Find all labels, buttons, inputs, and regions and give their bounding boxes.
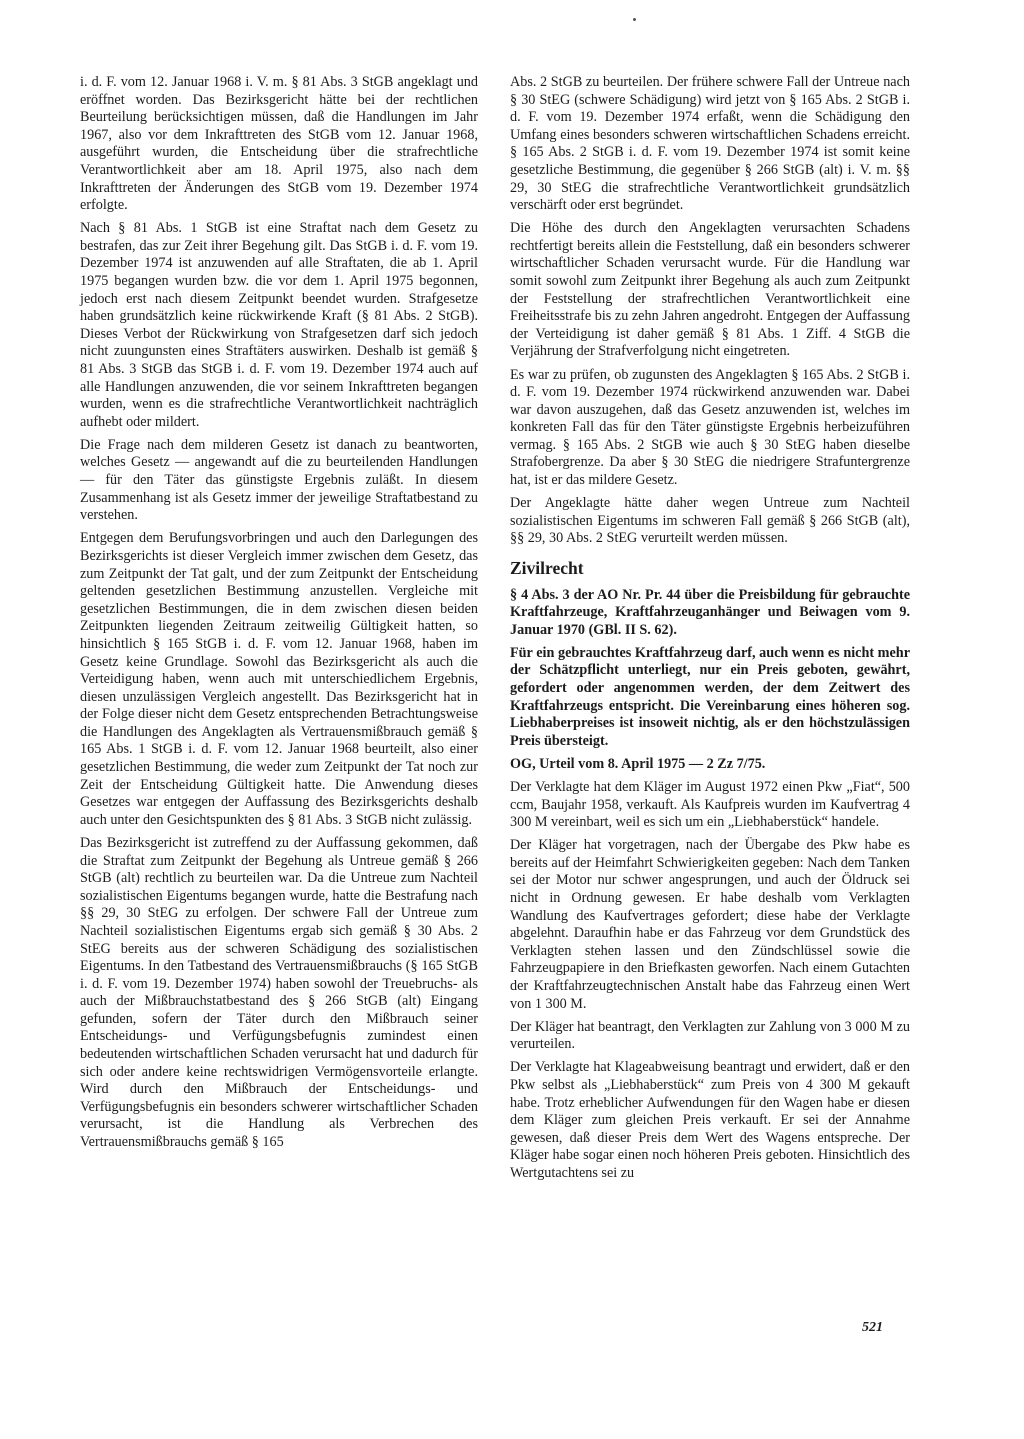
paragraph: Der Kläger hat vorgetragen, nach der Übergabe des Pkw habe es bereits auf der Heimfahrt Schwierigkeiten gegeben: Nach dem Tanken sei der Motor nur schwer angesprungen, und auch der Öldruck sei nicht in Ordnung gewesen. Er habe deshalb vom Verklagten Wandlung des Kaufvertrages gefordert; diese habe der Verklagte abgelehnt. Daraufhin habe er das Fahrzeug vor dem Grundstück des Verklagten stehen lassen und den Zündschlüssel sowie die Fahrzeugpapiere in den Briefkasten geworfen. Nach einem Gutachten der Kraftfahrzeugtechnischen Anstalt habe das Fahrzeug einen Wert von 1 300 M. — [510, 837, 910, 1012]
paragraph: Der Kläger hat beantragt, den Verklagten zur Zahlung von 3 000 M zu verurteilen. — [510, 1018, 910, 1053]
page-number: 521 — [862, 1320, 883, 1335]
paragraph: Das Bezirksgericht ist zutreffend zu der Auffassung gekommen, daß die Straftat zum Zeitpunkt der Begehung als Untreue gemäß § 266 StGB (alt) rechtlich zu beurteilen war. Da die Untreue zum Nachteil sozialistischen Eigentums begangen wurde, hatte die Bestrafung nach §§ 29, 30 StEG zu erfolgen. Der schwere Fall der Untreue zum Nachteil sozialistischen Eigentums ergab sich gemäß § 30 Abs. 2 StEG bereits aus der schweren Schädigung des sozialistischen Eigentums. In den Tatbestand des Vertrauensmißbrauchs (§ 165 StGB i. d. F. vom 19. Dezember 1974) haben sowohl der Treuebruchs- als auch der Mißbrauchstatbestand des § 266 StGB (alt) Eingang gefunden, sofern der Täter durch den Mißbrauch seiner Entscheidungs- und Verfügungsbefugnis zumindest einen bedeutenden wirtschaftlichen Schaden verursacht hat und dadurch für sich oder andere keine rechtswidrigen Vermögensvorteile erlangte. Wird durch den Mißbrauch der Entscheidungs- und Verfügungsbefugnis ein besonders schwerer wirtschaftlicher Schaden verursacht, ist die Handlung als Verbrechen des Vertrauensmißbrauchs gemäß § 165 — [80, 834, 478, 1151]
paragraph: Entgegen dem Berufungsvorbringen und auch den Darlegungen des Bezirksgerichts ist dieser Vergleich immer zwischen dem Gesetz, das zum Zeitpunkt der Tat galt, und der zum Zeitpunkt der Entscheidung geltenden gesetzlichen Bestimmung anzustellen. Vergleiche mit gesetzlichen Bestimmungen, die in dem zwischen diesen beiden Zeitpunkten liegenden Zeitraum zeitweilig Gültigkeit hatten, so hinsichtlich § 165 StGB i. d. F. vom 12. Januar 1968, haben im Gesetz keine Grundlage. Sowohl das Bezirksgericht als auch die Verteidigung haben, wenn auch mit unterschiedlichem Ergebnis, diesen unzulässigen Vergleich angestellt. Das Bezirksgericht hat in der Folge dieser nicht dem Gesetz entsprechenden Betrachtungsweise die Handlungen des Angeklagten als Vertrauensmißbrauch gemäß § 165 Abs. 1 StGB i. d. F. vom 12. Januar 1968 beurteilt, also einer gesetzlichen Bestimmung, die weder zum Zeitpunkt der Tat noch zur Zeit der Entscheidung Gültigkeit hatte. Die Anwendung dieses Gesetzes war entgegen der Auffassung des Bezirksgerichts deshalb auch unter den Gesichtspunkten des § 81 Abs. 3 StGB nicht zulässig. — [80, 530, 478, 828]
paragraph: Die Frage nach dem milderen Gesetz ist danach zu beantworten, welches Gesetz — angewandt auf die zu beurteilenden Handlungen — für den Täter das günstigste Ergebnis zuläßt. In diesem Zusammenhang ist als Gesetz immer der jeweilige Straftatbestand zu verstehen. — [80, 436, 478, 524]
lead-sentence: Für ein gebrauchtes Kraftfahrzeug darf, auch wenn es nicht mehr der Schätzpflicht unterliegt, nur ein Preis geboten, gewährt, gefordert oder angenommen werden, der dem Zeitwert des Kraftfahrzeugs entspricht. Die Vereinbarung eines höheren sog. Liebhaberpreises ist insoweit nichtig, als er den höchstzulässigen Preis übersteigt. — [510, 644, 910, 749]
paragraph: Der Verklagte hat dem Kläger im August 1972 einen Pkw „Fiat“, 500 ccm, Baujahr 1958, verkauft. Als Kaufpreis wurden im Kaufvertrag 4 300 M vereinbart, weil es sich um ein „Liebhaberstück“ handele. — [510, 778, 910, 831]
right-column — [510, 74, 910, 1188]
paragraph: Abs. 2 StGB zu beurteilen. Der frühere schwere Fall der Untreue nach § 30 StEG (schwere Schädigung) wird jetzt von § 165 Abs. 2 StGB i. d. F. vom 19. Dezember 1974 erfaßt, wenn die Schädigung den Umfang eines besonders schweren wirtschaftlichen Schadens erreicht. § 165 Abs. 2 StGB i. d. F. vom 19. Dezember 1974 ist somit keine gesetzliche Bestimmung, die gegenüber § 266 StGB (alt) i. V. m. §§ 29, 30 StEG die strafrechtliche Verantwortlichkeit grundsätzlich verschärft oder erst begründet. — [510, 74, 910, 214]
left-column — [80, 74, 478, 1157]
scan-dot-mark — [633, 18, 636, 21]
paragraph: Der Angeklagte hätte daher wegen Untreue zum Nachteil sozialistischen Eigentums im schweren Fall gemäß § 266 StGB (alt), §§ 29, 30 Abs. 2 StEG verurteilt werden müssen. — [510, 495, 910, 547]
paragraph: Die Höhe des durch den Angeklagten verursachten Schadens rechtfertigt bereits allein die Feststellung, daß ein besonders schwerer wirtschaftlicher Schaden verursacht wurde. Für die Handlung war somit sowohl zum Zeitpunkt ihrer Begehung als auch zum Zeitpunkt der Feststellung der strafrechtlichen Verantwortlichkeit eine Freiheitsstrafe bis zu zehn Jahren angedroht. Entgegen der Auffassung der Verteidigung ist daher gemäß § 81 Abs. 1 Ziff. 4 StGB die Verjährung der Strafverfolgung nicht eingetreten. — [510, 220, 910, 360]
paragraph: Der Verklagte hat Klageabweisung beantragt und erwidert, daß er den Pkw selbst als „Liebhaberstück“ zum Preis von 4 300 M gekauft habe. Trotz erheblicher Aufwendungen für den Wagen habe er diesen dem Kläger zum gleichen Preis verkauft. Er sei der Annahme gewesen, daß dieser Preis dem Wert des Wagens entspreche. Der Kläger habe sogar einen noch höheren Preis geboten. Hinsichtlich des Wertgutachtens sei zu — [510, 1059, 910, 1181]
court-citation: OG, Urteil vom 8. April 1975 — 2 Zz 7/75. — [510, 755, 766, 772]
section-title: Zivilrecht — [510, 557, 584, 578]
law-reference: § 4 Abs. 3 der AO Nr. Pr. 44 über die Preisbildung für gebrauchte Kraftfahrzeuge, Kraftfahrzeuganhänger und Beiwagen vom 9. Januar 1970 (GBl. II S. 62). — [510, 586, 910, 638]
paragraph: Nach § 81 Abs. 1 StGB ist eine Straftat nach dem Gesetz zu bestrafen, das zur Zeit ihrer Begehung gilt. Das StGB i. d. F. vom 19. Dezember 1974 ist anzuwenden auf alle Straftaten, die ab 1. April 1975 begangen wurden bzw. die vor dem 1. April 1975 begonnen, jedoch erst nach diesem Zeitpunkt beendet wurden. Strafgesetze haben grundsätzlich keine rückwirkende Kraft (§ 81 Abs. 2 StGB). Dieses Verbot der Rückwirkung von Strafgesetzen darf sich jedoch nicht zuungunsten eines Straftäters auswirken. Deshalb ist gemäß § 81 Abs. 3 StGB das StGB i. d. F. vom 19. Dezember 1974 auch auf alle Handlungen anzuwenden, die vor seinem Inkrafttreten begangen wurden, wenn es die strafrechtliche Verantwortlichkeit nachträglich aufhebt oder mildert. — [80, 220, 478, 430]
paragraph: Es war zu prüfen, ob zugunsten des Angeklagten § 165 Abs. 2 StGB i. d. F. vom 19. Dezember 1974 rückwirkend anzuwenden war. Dabei war davon auszugehen, daß das Gesetz anzuwenden ist, welches im konkreten Fall das für den Täter günstigste Ergebnis herbeizuführen vermag. § 165 Abs. 2 StGB wie auch § 30 StEG haben dieselbe Strafobergrenze. Da aber § 30 StEG die niedrigere Strafuntergrenze hat, ist er das mildere Gesetz. — [510, 366, 910, 489]
paragraph: i. d. F. vom 12. Januar 1968 i. V. m. § 81 Abs. 3 StGB angeklagt und eröffnet worden. Das Bezirksgericht hätte bei der rechtlichen Beurteilung berücksichtigen müssen, daß die Handlungen im Jahr 1967, also vor dem Inkrafttreten des StGB vom 12. Januar 1968, ausgeführt wurden, die Entscheidung über die strafrechtliche Verantwortlichkeit aber am 18. April 1975, also nach dem Inkrafttreten der Änderungen des StGB vom 19. Dezember 1974 erfolgte. — [80, 74, 478, 214]
